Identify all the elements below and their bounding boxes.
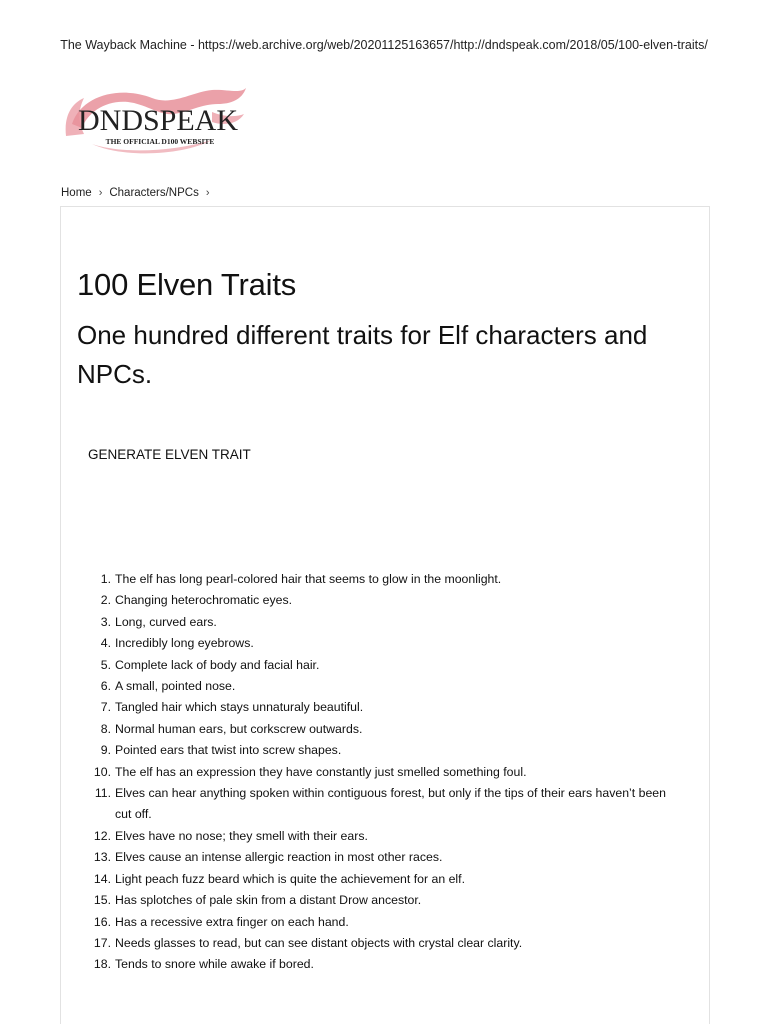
list-item-number: 14. bbox=[93, 871, 111, 886]
list-item-text: Elves have no nose; they smell with their ears. bbox=[115, 828, 368, 843]
list-item-text: Has a recessive extra finger on each hand. bbox=[115, 914, 349, 929]
logo-tagline: THE OFFICIAL D100 WEBSITE bbox=[105, 137, 215, 146]
list-item-number: 11. bbox=[94, 786, 111, 801]
list-item bbox=[91, 676, 681, 697]
list-item bbox=[91, 590, 681, 611]
page-title: 100 Elven Traits bbox=[77, 267, 297, 302]
list-item-number: 17. bbox=[93, 935, 111, 950]
list-item bbox=[91, 826, 681, 847]
list-item bbox=[91, 719, 681, 740]
list-item-text: Tangled hair which stays unnaturaly beautiful. bbox=[115, 700, 364, 715]
trait-list bbox=[91, 569, 681, 976]
site-logo[interactable] bbox=[62, 84, 254, 156]
list-item-text: Light peach fuzz beard which is quite the achievement for an elf. bbox=[115, 871, 465, 886]
list-item bbox=[91, 762, 681, 783]
list-item bbox=[91, 612, 681, 633]
list-item-number: 5. bbox=[100, 657, 111, 672]
list-item bbox=[91, 740, 681, 761]
list-item-number: 16. bbox=[93, 914, 111, 929]
list-item-text: Incredibly long eyebrows. bbox=[115, 636, 254, 651]
list-item-text: Changing heterochromatic eyes. bbox=[115, 593, 293, 608]
list-item bbox=[91, 869, 681, 890]
list-item-text: Complete lack of body and facial hair. bbox=[115, 657, 320, 672]
list-item-number: 13. bbox=[93, 850, 111, 865]
list-item-text: Has splotches of pale skin from a distant Drow ancestor. bbox=[115, 893, 422, 908]
chevron-right-icon: › bbox=[205, 187, 210, 199]
breadcrumb bbox=[61, 187, 210, 199]
dragon-logo-icon bbox=[62, 84, 254, 156]
list-item bbox=[91, 633, 681, 654]
list-item-text: Normal human ears, but corkscrew outwards. bbox=[115, 721, 363, 736]
list-item-number: 18. bbox=[93, 957, 111, 972]
page-subtitle: One hundred different traits for Elf characters and NPCs. bbox=[77, 320, 648, 389]
breadcrumb-home[interactable]: Home bbox=[61, 187, 92, 199]
list-item bbox=[91, 890, 681, 911]
list-item-text: Needs glasses to read, but can see distant objects with crystal clear clarity. bbox=[115, 935, 523, 950]
article-card bbox=[60, 206, 710, 1024]
list-item-number: 4. bbox=[100, 636, 111, 651]
generate-trait-button[interactable]: GENERATE ELVEN TRAIT bbox=[88, 447, 251, 462]
list-item-text: Long, curved ears. bbox=[115, 614, 217, 629]
list-item-number: 10. bbox=[93, 764, 111, 779]
list-item-number: 1. bbox=[100, 572, 111, 586]
list-item bbox=[91, 655, 681, 676]
list-item-text: Elves cause an intense allergic reaction in most other races. bbox=[115, 850, 443, 865]
wayback-banner: The Wayback Machine - https://web.archive.org/web/20201125163657/http://dndspeak.com/2018/05/100-elven-traits/ bbox=[60, 38, 708, 52]
list-item bbox=[91, 569, 681, 590]
list-item-number: 12. bbox=[93, 828, 111, 843]
list-item-text: The elf has long pearl-colored hair that seems to glow in the moonlight. bbox=[115, 572, 502, 586]
list-item-number: 7. bbox=[100, 700, 111, 715]
list-item-text: The elf has an expression they have constantly just smelled something foul. bbox=[115, 764, 527, 779]
list-item-number: 8. bbox=[100, 721, 111, 736]
list-item-text: Pointed ears that twist into screw shapes. bbox=[115, 743, 342, 758]
list-item bbox=[91, 847, 681, 868]
list-item bbox=[91, 697, 681, 718]
list-item-text: A small, pointed nose. bbox=[115, 679, 236, 694]
chevron-right-icon: › bbox=[98, 187, 103, 199]
list-item bbox=[91, 933, 681, 954]
list-item-number: 3. bbox=[100, 614, 111, 629]
list-item-text: Elves can hear anything spoken within contiguous forest, but only if the tips of their ears haven’t been cut off. bbox=[115, 786, 666, 822]
logo-wordmark: DNDSPEAK bbox=[77, 104, 239, 137]
list-item bbox=[91, 954, 681, 975]
list-item-number: 2. bbox=[100, 593, 111, 608]
breadcrumb-characters-npcs[interactable]: Characters/NPCs bbox=[109, 187, 199, 199]
list-item-number: 9. bbox=[100, 743, 111, 758]
list-item-number: 6. bbox=[100, 679, 111, 694]
list-item-number: 15. bbox=[93, 893, 111, 908]
list-item bbox=[91, 912, 681, 933]
list-item bbox=[91, 783, 681, 826]
list-item-text: Tends to snore while awake if bored. bbox=[115, 957, 314, 972]
